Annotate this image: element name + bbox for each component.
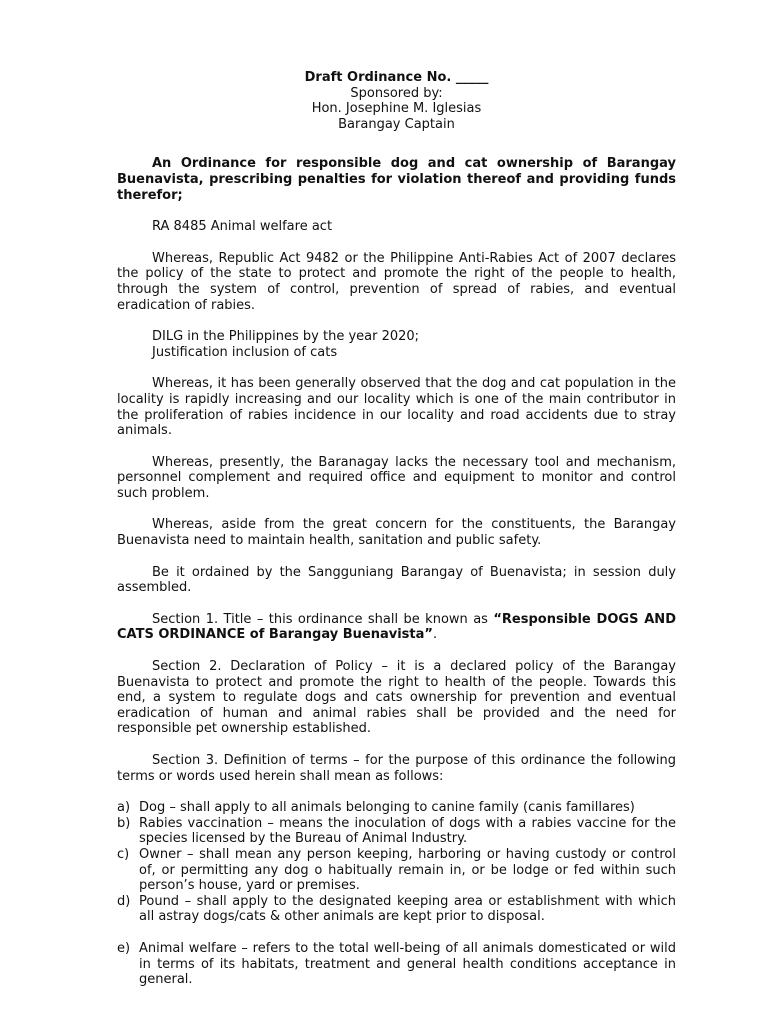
ordinance-title: An Ordinance for responsible dog and cat ownership of Barangay Buenavista, prescribing penalties for violation thereof and providing funds therefor; — [117, 156, 676, 203]
sponsor-title: Barangay Captain — [338, 116, 455, 132]
list-item — [117, 816, 676, 847]
section-1-suffix: . — [432, 627, 438, 643]
ordained-clause: Be it ordained by the Sangguniang Barangay of Buenavista; in session duly assembled. — [117, 564, 676, 596]
justification-line: Justification inclusion of cats — [152, 344, 338, 360]
list-item — [117, 894, 676, 925]
ordinance-number-title: Draft Ordinance No. _____ — [304, 70, 489, 85]
whereas-lacks-tools: Whereas, presently, the Baranagay lacks the necessary tool and mechanism, personnel complement and required office and equipment to monitor and control such problem. — [117, 454, 676, 501]
definition-text: Owner – shall mean any person keeping, harboring or having custody or control of, or permitting any dog o habitually remain in, or be lodge or fed within such person’s house, yard or premises. — [139, 846, 676, 894]
list-marker: a) — [117, 800, 131, 816]
list-marker: c) — [117, 846, 130, 862]
list-marker: b) — [117, 815, 131, 831]
list-item — [117, 941, 676, 988]
list-marker: e) — [117, 940, 131, 956]
list-item — [117, 800, 676, 816]
list-marker: d) — [117, 893, 131, 909]
whereas-population: Whereas, it has been generally observed that the dog and cat population in the locality is rapidly increasing and our locality which is one of the main contributor in the proliferation of rabies incidence in our locality and road accidents due to stray animals. — [117, 376, 676, 439]
definitions-list — [117, 800, 676, 988]
list-item — [117, 847, 676, 894]
section-1-prefix: Section 1. Title – this ordinance shall be known as — [152, 611, 494, 627]
ra-note: RA 8485 Animal welfare act — [152, 219, 333, 235]
whereas-public-safety: Whereas, aside from the great concern for the constituents, the Barangay Buenavista need to maintain health, sanitation and public safety. — [117, 517, 676, 549]
sponsored-by-label: Sponsored by: — [350, 85, 443, 101]
whereas-republic-act: Whereas, Republic Act 9482 or the Philippine Anti-Rabies Act of 2007 declares the policy of the state to protect and promote the right of the people to health, through the system of control, prevention of spread of rabies, and eventual eradication of rabies. — [117, 250, 676, 313]
section-3-definitions: Section 3. Definition of terms – for the purpose of this ordinance the following terms or words used herein shall mean as follows: — [117, 753, 676, 784]
sponsor-name: Hon. Josephine M. Iglesias — [311, 101, 482, 117]
definition-text: Rabies vaccination – means the inoculation of dogs with a rabies vaccine for the species licensed by the Bureau of Animal Industry. — [139, 815, 676, 847]
dilg-note — [117, 329, 676, 360]
section-1-short-title: “Responsible DOGS AND CATS ORDINANCE of Barangay Buenavista” — [117, 611, 676, 643]
definition-text: Pound – shall apply to the designated keeping area or establishment with which all astray dogs/cats & other animals are kept prior to disposal. — [139, 893, 676, 925]
definition-text: Dog – shall apply to all animals belonging to canine family (canis famillares) — [139, 800, 635, 816]
dilg-line: DILG in the Philippines by the year 2020; — [152, 329, 420, 345]
section-2-policy: Section 2. Declaration of Policy – it is a declared policy of the Barangay Buenavista to protect and promote the right to health of the people. Towards this end, a system to regulate dogs and cats ownership for prevention and eventual eradication of human and animal rabies shall be provided and the need for responsible pet ownership established. — [117, 659, 676, 737]
definition-text: Animal welfare – refers to the total well-being of all animals domesticated or wild in terms of its habitats, treatment and general health conditions acceptance in general. — [139, 940, 676, 988]
document-header — [117, 70, 676, 132]
section-1-title — [117, 612, 676, 643]
